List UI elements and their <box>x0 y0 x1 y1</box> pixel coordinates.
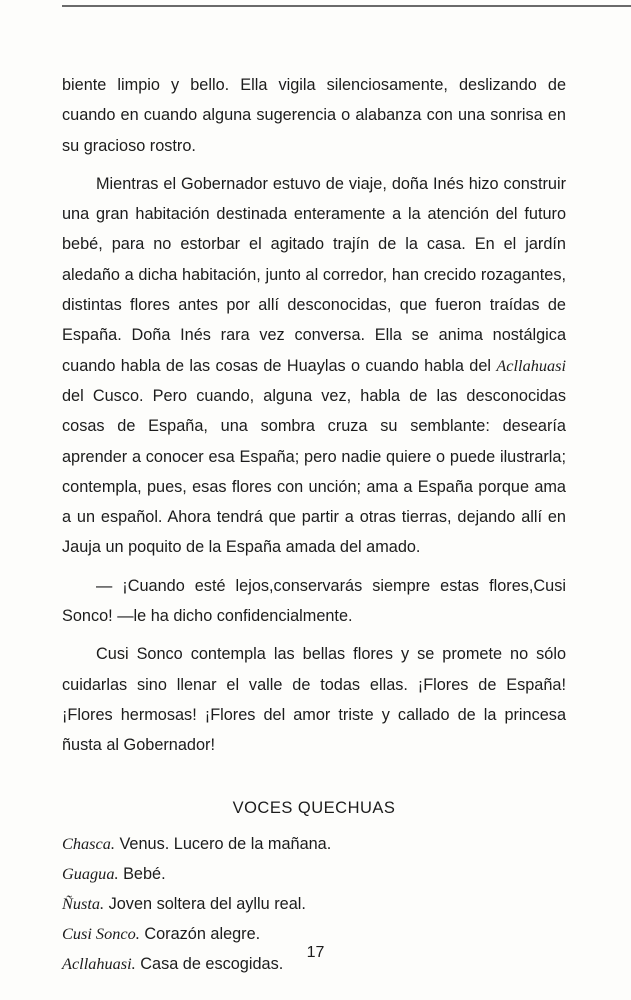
glossary-definition: Bebé. <box>123 864 166 883</box>
paragraph-2-italic-term: Acllahuasi <box>496 355 566 375</box>
glossary-term: Guagua. <box>62 863 119 883</box>
glossary-term: Acllahuasi. <box>62 953 136 973</box>
paragraph-3: — ¡Cuando esté lejos,conservarás siempre estas flores,Cusi Sonco! —le ha dicho confidencialmente. <box>62 576 566 626</box>
glossary-definition: Venus. Lucero de la mañana. <box>119 834 332 853</box>
glossary-term: Cusi Sonco. <box>62 923 140 943</box>
paragraph-2 <box>62 169 566 563</box>
paragraph-2-after: del Cusco. Pero cuando, alguna vez, habla de las desconocidas cosas de España, una sombra cruza su semblante: desearía aprender a conocer esa España; pero nadie quiere o puede ilustrarla; contempla, pues, esas flores con unción; ama a España porque ama a un español. Ahora tendrá que partir a otras tierras, dejando allí en Jauja un poquito de la España amada del amado. <box>62 386 566 557</box>
page-number: 17 <box>306 944 325 961</box>
paragraph-1: biente limpio y bello. Ella vigila silenciosamente, deslizando de cuando en cuando alguna sugerencia o alabanza con una sonrisa en su gracioso rostro. <box>62 76 566 155</box>
glossary-definition: Casa de escogidas. <box>140 954 284 973</box>
glossary-term: Chasca. <box>62 833 115 853</box>
paragraph-4: Cusi Sonco contempla las bellas flores y se promete no sólo cuidarlas sino llenar el valle de todas ellas. ¡Flores de España! ¡Flores hermosas! ¡Flores del amor triste y callado de la princesa ñusta al Gobernador! <box>62 645 566 755</box>
glossary-entry <box>62 889 566 919</box>
paragraph-2-before: Mientras el Gobernador estuvo de viaje, doña Inés hizo construir una gran habitación destinada enteramente a la atención del futuro bebé, para no estorbar el agitado trajín de la casa. En el jardín aledaño a dicha habitación, junto al corredor, han crecido rozagantes, distintas flores antes por allí desconocidas, que fueron traídas de España. Doña Inés rara vez conversa. Ella se anima nostálgica cuando habla de las cosas de Huaylas o cuando habla del <box>62 174 566 375</box>
glossary-entry <box>62 829 566 859</box>
glossary-definition: Joven soltera del ayllu real. <box>108 894 306 913</box>
glossary-definition: Corazón alegre. <box>144 924 261 943</box>
top-rule <box>62 5 631 7</box>
page-body <box>62 70 566 979</box>
glossary-entry <box>62 859 566 889</box>
glossary-title: VOCES QUECHUAS <box>232 798 396 817</box>
glossary-term: Ñusta. <box>62 893 105 913</box>
